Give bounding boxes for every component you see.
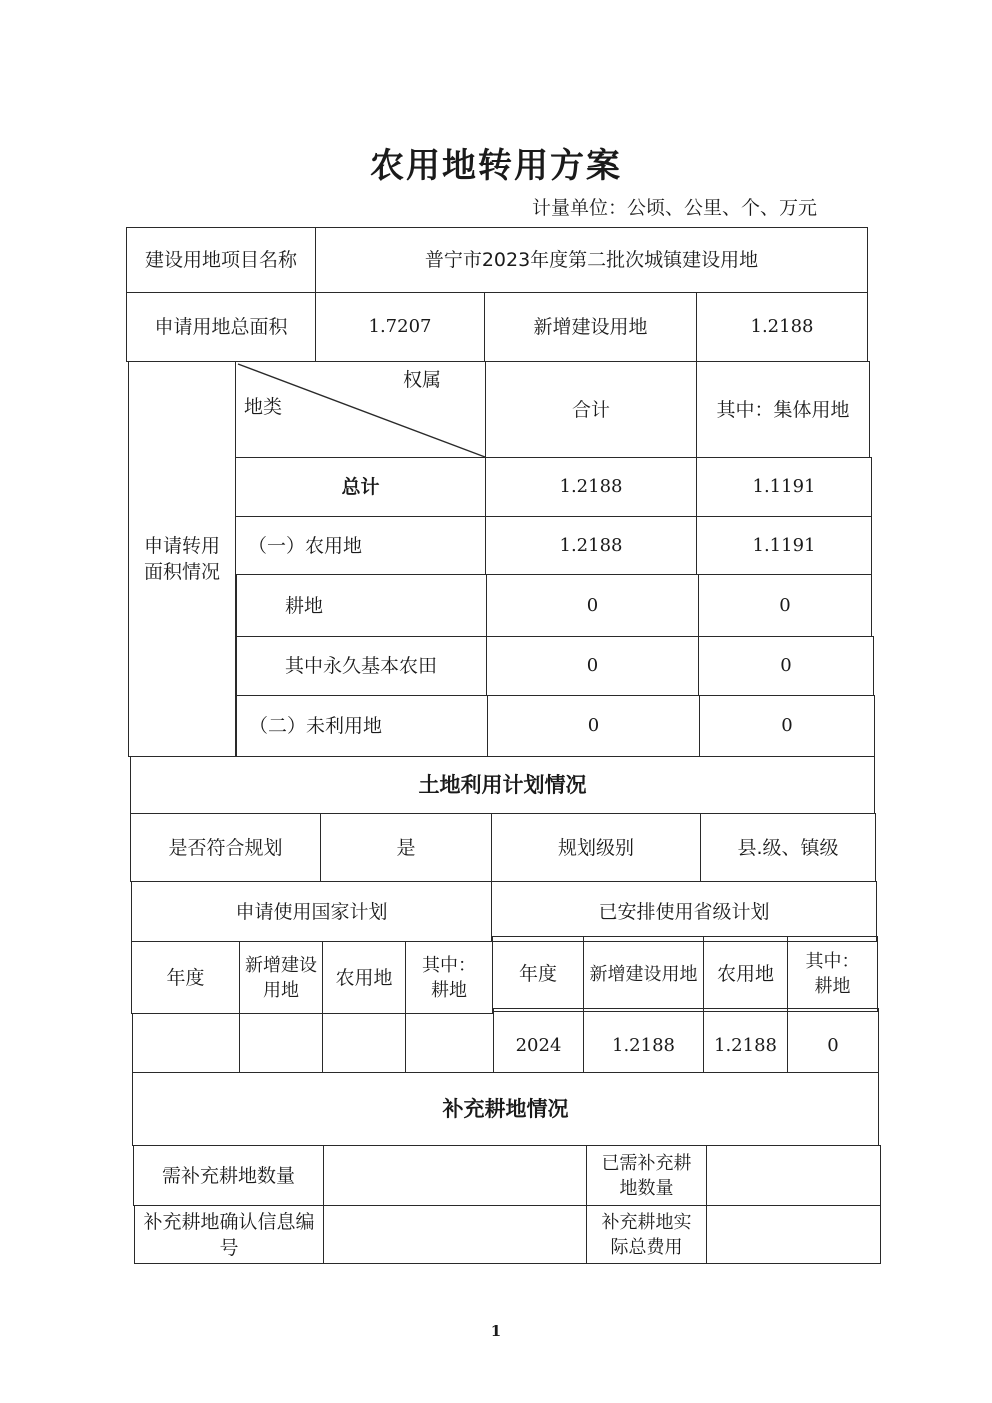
row-value-unused: 0 — [487, 695, 700, 757]
level-value: 县.级、镇级 — [700, 813, 876, 882]
page-number: 1 — [490, 1322, 502, 1340]
project-name-value: 普宁市2023年度第二批次城镇建设用地 — [315, 227, 868, 293]
conform-label: 是否符合规划 — [130, 813, 321, 882]
provincial-col-farm: 农用地 — [703, 936, 788, 1012]
row-value-agricultural: 1.2188 — [485, 516, 697, 575]
national-col-cultivated-text: 其中：耕地 — [422, 954, 476, 1001]
row-value-cultivated: 0 — [486, 574, 699, 637]
row-value-basic-farmland: 0 — [486, 636, 699, 696]
total-area-value: 1.7207 — [315, 292, 485, 362]
national-row-cultivated — [405, 1013, 494, 1073]
national-col-cultivated — [405, 941, 493, 1014]
plan-section-heading: 土地利用计划情况 — [130, 756, 875, 814]
diag-bottom-label: 地类 — [244, 396, 283, 418]
row-collective-agricultural: 1.1191 — [696, 516, 872, 575]
conform-value: 是 — [320, 813, 492, 882]
provincial-col-cultivated-text: 其中：耕地 — [805, 951, 860, 997]
already-supplement-label — [586, 1145, 707, 1206]
need-supplement-value — [323, 1145, 587, 1206]
provincial-plan-label: 已安排使用省级计划 — [491, 881, 877, 942]
national-col-new — [239, 941, 323, 1014]
actual-cost-label — [586, 1205, 707, 1264]
row-label-unused: （二）未利用地 — [236, 695, 488, 757]
row-collective-grand-total: 1.1191 — [696, 457, 872, 517]
national-col-new-text: 新增建设用地 — [245, 954, 317, 1001]
supplement-section-heading: 补充耕地情况 — [132, 1072, 879, 1146]
total-area-label: 申请用地总面积 — [126, 292, 316, 362]
row-collective-basic-farmland: 0 — [698, 636, 874, 696]
diagonal-header-cell — [235, 361, 486, 458]
col-header-collective: 其中：集体用地 — [696, 361, 870, 458]
diag-top-label: 权属 — [403, 369, 442, 391]
level-label: 规划级别 — [491, 813, 701, 882]
conversion-section-label — [128, 361, 236, 757]
provincial-row-new: 1.2188 — [583, 1008, 704, 1073]
row-collective-cultivated: 0 — [698, 574, 872, 637]
provincial-row-farm: 1.2188 — [703, 1008, 788, 1073]
document-title: 农用地转用方案 — [370, 146, 622, 186]
unit-line: 计量单位：公顷、公里、个、万元 — [532, 197, 818, 219]
row-collective-unused: 0 — [699, 695, 875, 757]
project-name-label: 建设用地项目名称 — [126, 227, 316, 293]
national-col-year: 年度 — [131, 941, 240, 1014]
conversion-section-text: 申请转用面积情况 — [143, 535, 220, 583]
already-supplement-value — [706, 1145, 881, 1206]
row-label-basic-farmland: 其中永久基本农田 — [236, 636, 487, 696]
row-label-agricultural: （一）农用地 — [235, 516, 486, 575]
provincial-col-cultivated — [787, 936, 878, 1012]
actual-cost-value — [706, 1205, 881, 1264]
national-row-year — [132, 1013, 240, 1073]
national-col-farm: 农用地 — [322, 941, 406, 1014]
need-supplement-label: 需补充耕地数量 — [133, 1145, 324, 1206]
actual-cost-text: 补充耕地实际总费用 — [601, 1211, 692, 1258]
confirm-number-text: 补充耕地确认信息编号 — [143, 1210, 315, 1259]
provincial-col-year: 年度 — [492, 936, 584, 1012]
provincial-col-new-text: 新增建设用地 — [589, 963, 698, 985]
new-construction-label: 新增建设用地 — [484, 292, 697, 362]
national-plan-label: 申请使用国家计划 — [131, 881, 492, 942]
provincial-col-new — [583, 936, 704, 1012]
col-header-total: 合计 — [485, 361, 697, 458]
row-label-grand-total: 总计 — [235, 457, 486, 517]
national-row-new — [239, 1013, 323, 1073]
already-supplement-text: 已需补充耕地数量 — [601, 1152, 692, 1199]
provincial-row-cultivated: 0 — [787, 1008, 879, 1073]
national-row-farm — [322, 1013, 406, 1073]
row-value-grand-total: 1.2188 — [485, 457, 697, 517]
confirm-number-value — [323, 1205, 587, 1264]
provincial-row-year: 2024 — [493, 1008, 584, 1073]
confirm-number-label — [134, 1205, 324, 1264]
row-label-cultivated: 耕地 — [236, 574, 487, 637]
new-construction-value: 1.2188 — [696, 292, 868, 362]
